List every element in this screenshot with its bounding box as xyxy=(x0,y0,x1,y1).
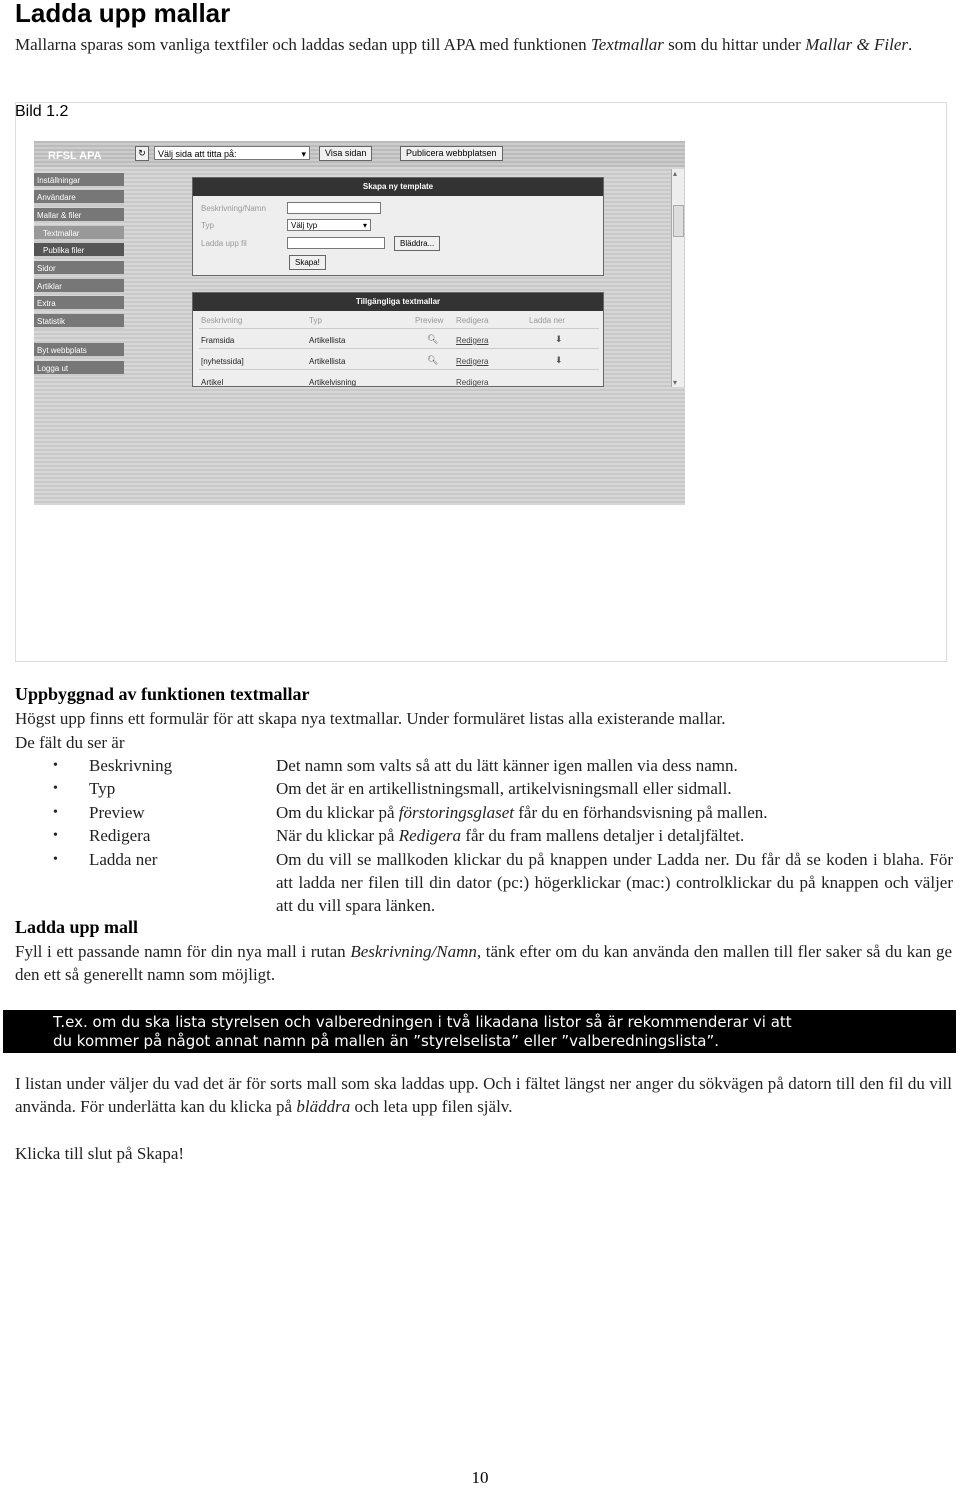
example-note-line1: T.ex. om du ska lista styrelsen och valberedningen i två likadana listor så är rekommenderar vi att xyxy=(53,1013,792,1031)
intro-text-mid: som du hittar under xyxy=(663,35,806,54)
chevron-down-icon: ▾ xyxy=(362,221,367,230)
refresh-icon[interactable]: ↻ xyxy=(135,146,149,161)
row3-type: Artikelvisning xyxy=(309,378,357,387)
scrollbar[interactable] xyxy=(671,169,684,387)
page-select[interactable] xyxy=(154,146,310,160)
create-template-panel xyxy=(192,177,604,276)
magnifier-icon[interactable]: 🔍︎ xyxy=(427,355,439,365)
field-term-ladda-ner: Ladda ner xyxy=(89,850,158,869)
row2-edit-link[interactable]: Redigera xyxy=(456,357,489,366)
section2-paragraph3: Klicka till slut på Skapa! xyxy=(15,1144,185,1163)
view-page-button[interactable]: Visa sidan xyxy=(319,146,372,161)
bullet-icon: • xyxy=(53,758,58,773)
label-type: Typ xyxy=(201,221,214,230)
bullet-icon: • xyxy=(53,828,58,843)
field-term-typ: Typ xyxy=(89,779,116,798)
sidebar-item-textmallar[interactable]: Textmallar xyxy=(34,226,124,241)
section-heading-upload: Ladda upp mall xyxy=(15,917,139,937)
description-input[interactable] xyxy=(287,202,381,214)
row-divider xyxy=(199,369,599,370)
p2-text: I listan under väljer du vad det är för sorts mall som ska laddas upp. Och i fältet längst ner anger du sökvägen på datorn till den fil du vill använda. För underlätta kan du klicka på xyxy=(15,1074,952,1116)
page-select-value: Välj sida att titta på: xyxy=(158,149,237,159)
col-header-preview: Preview xyxy=(415,316,444,325)
page-number: 10 xyxy=(471,1468,489,1487)
bullet-icon: • xyxy=(53,781,58,796)
sidebar-item-sidor[interactable]: Sidor xyxy=(34,261,124,276)
template-list-title: Tillgängliga textmallar xyxy=(193,293,603,311)
type-select-value: Välj typ xyxy=(291,221,318,230)
chevron-down-icon: ▾ xyxy=(301,149,306,159)
example-note-line2: du kommer på något annat namn på mallen än ”styrelselista” eller ”valberedningslista”. xyxy=(53,1032,719,1050)
scrollbar-thumb[interactable] xyxy=(673,205,684,237)
row-divider xyxy=(199,348,599,349)
sidebar-item-installningar[interactable]: Inställningar xyxy=(34,173,124,188)
p2-em: bläddra xyxy=(296,1097,351,1116)
section1-paragraph1: Högst upp finns ett formulär för att skapa nya textmallar. Under formuläret listas alla existerande mallar. xyxy=(15,709,726,728)
sidebar-item-logga-ut[interactable]: Logga ut xyxy=(34,361,124,376)
desc-text: Om du klickar på xyxy=(276,803,399,822)
browse-button[interactable]: Bläddra... xyxy=(394,236,440,251)
sidebar-item-mallar-filer[interactable]: Mallar & filer xyxy=(34,208,124,223)
p1-text-end: , tänk efter om du kan använda den mallen till fler saker så du kan ge den ett så generellt namn som möjligt. xyxy=(15,942,953,984)
sidebar-item-statistik[interactable]: Statistik xyxy=(34,314,124,329)
sidebar-item-anvandare[interactable]: Användare xyxy=(34,190,124,205)
p2-text-end: och leta upp filen själv. xyxy=(350,1097,513,1116)
desc-text-end: får du fram mallens detaljer i detaljfältet. xyxy=(461,826,745,845)
field-desc-typ: Om det är en artikellistningsmall, artikelvisningsmall eller sidmall. xyxy=(276,779,732,798)
col-header-edit: Redigera xyxy=(456,316,489,325)
bullet-icon: • xyxy=(53,852,58,867)
create-template-title: Skapa ny template xyxy=(193,178,603,196)
label-upload: Ladda upp fil xyxy=(201,239,247,248)
p1-em: Beskrivning/Namn xyxy=(350,942,477,961)
row3-edit-link[interactable]: Redigera xyxy=(456,378,489,387)
field-desc-ladda-ner: Om du vill se mallkoden klickar du på knappen under Ladda ner. Du får då se koden i blaha. För att ladda ner filen till din dator (pc:) högerklickar (mac:) controlklickar du på knappen och väljer att du vill spara länken. xyxy=(276,850,953,915)
field-term-beskrivning: Beskrivning xyxy=(89,756,173,775)
field-desc-preview xyxy=(276,801,768,824)
row1-description: Framsida xyxy=(201,336,235,345)
download-icon[interactable]: ⬇ xyxy=(555,334,563,344)
example-note xyxy=(3,1010,956,1053)
section1-paragraph2: De fält du ser är xyxy=(15,733,125,752)
type-select[interactable] xyxy=(287,219,371,231)
row3-description: Artikel xyxy=(201,378,224,387)
intro-em-textmallar: Textmallar xyxy=(590,35,664,54)
sidebar-item-publika-filer[interactable]: Publika filer xyxy=(34,243,124,258)
label-description: Beskrivning/Namn xyxy=(201,204,266,213)
field-term-preview: Preview xyxy=(89,803,145,822)
template-list-panel xyxy=(192,292,604,387)
row1-edit-link[interactable]: Redigera xyxy=(456,336,489,345)
scroll-down-icon[interactable]: ▾ xyxy=(673,378,678,387)
row2-type: Artikellista xyxy=(309,357,346,366)
create-button[interactable]: Skapa! xyxy=(289,255,326,270)
intro-em-mallar-filer: Mallar & Filer xyxy=(805,35,909,54)
col-header-download: Ladda ner xyxy=(529,316,566,325)
sidebar-item-byt-webbplats[interactable]: Byt webbplats xyxy=(34,343,124,358)
desc-text-end: får du en förhandsvisning på mallen. xyxy=(514,803,768,822)
row-divider xyxy=(199,328,599,329)
file-input[interactable] xyxy=(287,237,385,249)
section2-paragraph2 xyxy=(15,1072,952,1118)
scroll-up-icon[interactable]: ▴ xyxy=(673,169,678,178)
publish-button[interactable]: Publicera webbplatsen xyxy=(400,146,503,161)
page-title: Ladda upp mallar xyxy=(15,0,231,28)
download-icon[interactable]: ⬇ xyxy=(555,355,563,365)
desc-em: Redigera xyxy=(398,826,462,845)
app-screenshot xyxy=(34,141,685,505)
row2-description: [nyhetssida] xyxy=(201,357,244,366)
field-term-redigera: Redigera xyxy=(89,826,151,845)
field-desc-redigera xyxy=(276,824,744,847)
section2-paragraph1 xyxy=(15,940,952,986)
magnifier-icon[interactable]: 🔍︎ xyxy=(427,334,439,344)
field-desc-beskrivning: Det namn som valts så att du lätt känner igen mallen via dess namn. xyxy=(276,756,738,775)
section-heading-structure: Uppbyggnad av funktionen textmallar xyxy=(15,684,310,704)
desc-text: När du klickar på xyxy=(276,826,399,845)
row1-type: Artikellista xyxy=(309,336,346,345)
sidebar-item-artiklar[interactable]: Artiklar xyxy=(34,279,124,294)
bullet-icon: • xyxy=(53,805,58,820)
desc-em: förstoringsglaset xyxy=(398,803,514,822)
intro-text: Mallarna sparas som vanliga textfiler och laddas sedan upp till APA med funktionen xyxy=(15,35,591,54)
col-header-type: Typ xyxy=(309,316,322,325)
col-header-description: Beskrivning xyxy=(201,316,243,325)
sidebar-item-extra[interactable]: Extra xyxy=(34,296,124,311)
p1-text: Fyll i ett passande namn för din nya mall i rutan xyxy=(15,942,351,961)
figure-caption: Bild 1.2 xyxy=(15,103,69,120)
intro-paragraph xyxy=(15,33,950,56)
intro-text-end: . xyxy=(908,35,913,54)
app-title: RFSL APA xyxy=(48,150,102,162)
